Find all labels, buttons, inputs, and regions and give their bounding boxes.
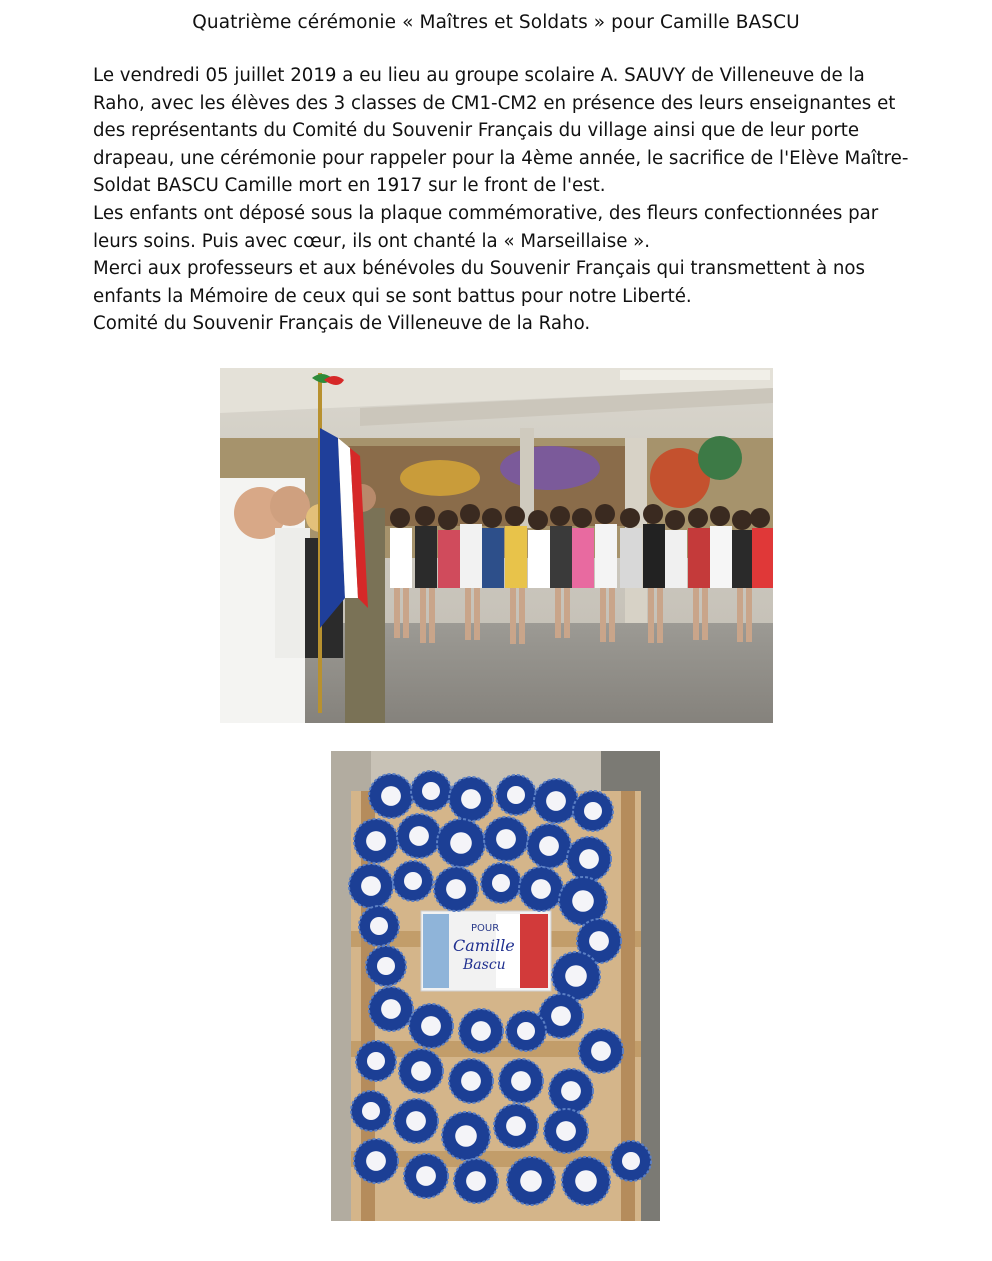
flowers-photo — [331, 751, 660, 1221]
paper-flower — [356, 1041, 396, 1081]
paper-flower — [437, 819, 485, 867]
paper-flower — [519, 867, 563, 911]
paper-flower — [527, 824, 571, 868]
paper-flower — [354, 819, 398, 863]
paper-flower — [393, 861, 433, 901]
paper-flower — [349, 864, 393, 908]
paper-flower — [459, 1009, 503, 1053]
paper-flower — [411, 771, 451, 811]
page-title: Quatrième cérémonie « Maîtres et Soldats » pour Camille BASCU — [192, 12, 800, 33]
paragraph-flowers: Les enfants ont déposé sous la plaque commémorative, des fleurs confectionnées par leurs soins. Puis avec cœur, ils ont chanté la « Marseillaise ». — [93, 202, 879, 252]
paper-flower — [397, 814, 441, 858]
card-text-pour: POUR — [471, 923, 500, 934]
card-text-camille: Camille — [453, 936, 515, 955]
paper-flower — [552, 952, 600, 1000]
paper-flower — [369, 774, 413, 818]
paper-flower — [366, 946, 406, 986]
paper-flower — [549, 1069, 593, 1113]
paper-flower — [544, 1109, 588, 1153]
paper-flower — [611, 1141, 651, 1181]
paper-flower — [579, 1029, 623, 1073]
paper-flower — [507, 1157, 555, 1205]
paper-flower — [573, 791, 613, 831]
card-text-bascu: Bascu — [463, 957, 506, 973]
paper-flower — [449, 1059, 493, 1103]
paragraph-event: Le vendredi 05 juillet 2019 a eu lieu au groupe scolaire A. SAUVY de Villeneuve de la Raho, avec les élèves des 3 classes de CM1-CM2 en présence des leurs enseignantes et des représentants du Comité du Souvenir Français du village ainsi que de leur porte drapeau, une cérémonie pour rappeler pour la 4ème année, le sacrifice de l'Elève Maître-Soldat BASCU Camille mort en 1917 sur le front de l'est. — [93, 65, 909, 197]
paper-flower — [442, 1112, 490, 1160]
paper-flower — [399, 1049, 443, 1093]
paragraph-signature: Comité du Souvenir Français de Villeneuve de la Raho. — [93, 313, 591, 335]
paper-flower — [496, 775, 536, 815]
paper-flower — [494, 1104, 538, 1148]
paper-flower — [559, 877, 607, 925]
paper-flower — [369, 987, 413, 1031]
paper-flower — [354, 1139, 398, 1183]
article-body — [93, 62, 913, 338]
paper-flower — [534, 779, 578, 823]
paper-flower — [404, 1154, 448, 1198]
paper-flower — [484, 817, 528, 861]
paper-flower — [359, 906, 399, 946]
paper-flower — [434, 867, 478, 911]
paper-flower — [409, 1004, 453, 1048]
paper-flower — [567, 837, 611, 881]
paper-flower — [506, 1011, 546, 1051]
paper-flower — [499, 1059, 543, 1103]
paper-flower — [481, 863, 521, 903]
paper-flower — [454, 1159, 498, 1203]
paragraph-thanks: Merci aux professeurs et aux bénévoles du Souvenir Français qui transmettent à nos enfants la Mémoire de ceux qui se sont battus pour notre Liberté. — [93, 258, 866, 307]
paper-flower — [449, 777, 493, 821]
paper-flower — [562, 1157, 610, 1205]
ceremony-photo — [220, 368, 773, 723]
paper-flower — [351, 1091, 391, 1131]
paper-flower — [394, 1099, 438, 1143]
